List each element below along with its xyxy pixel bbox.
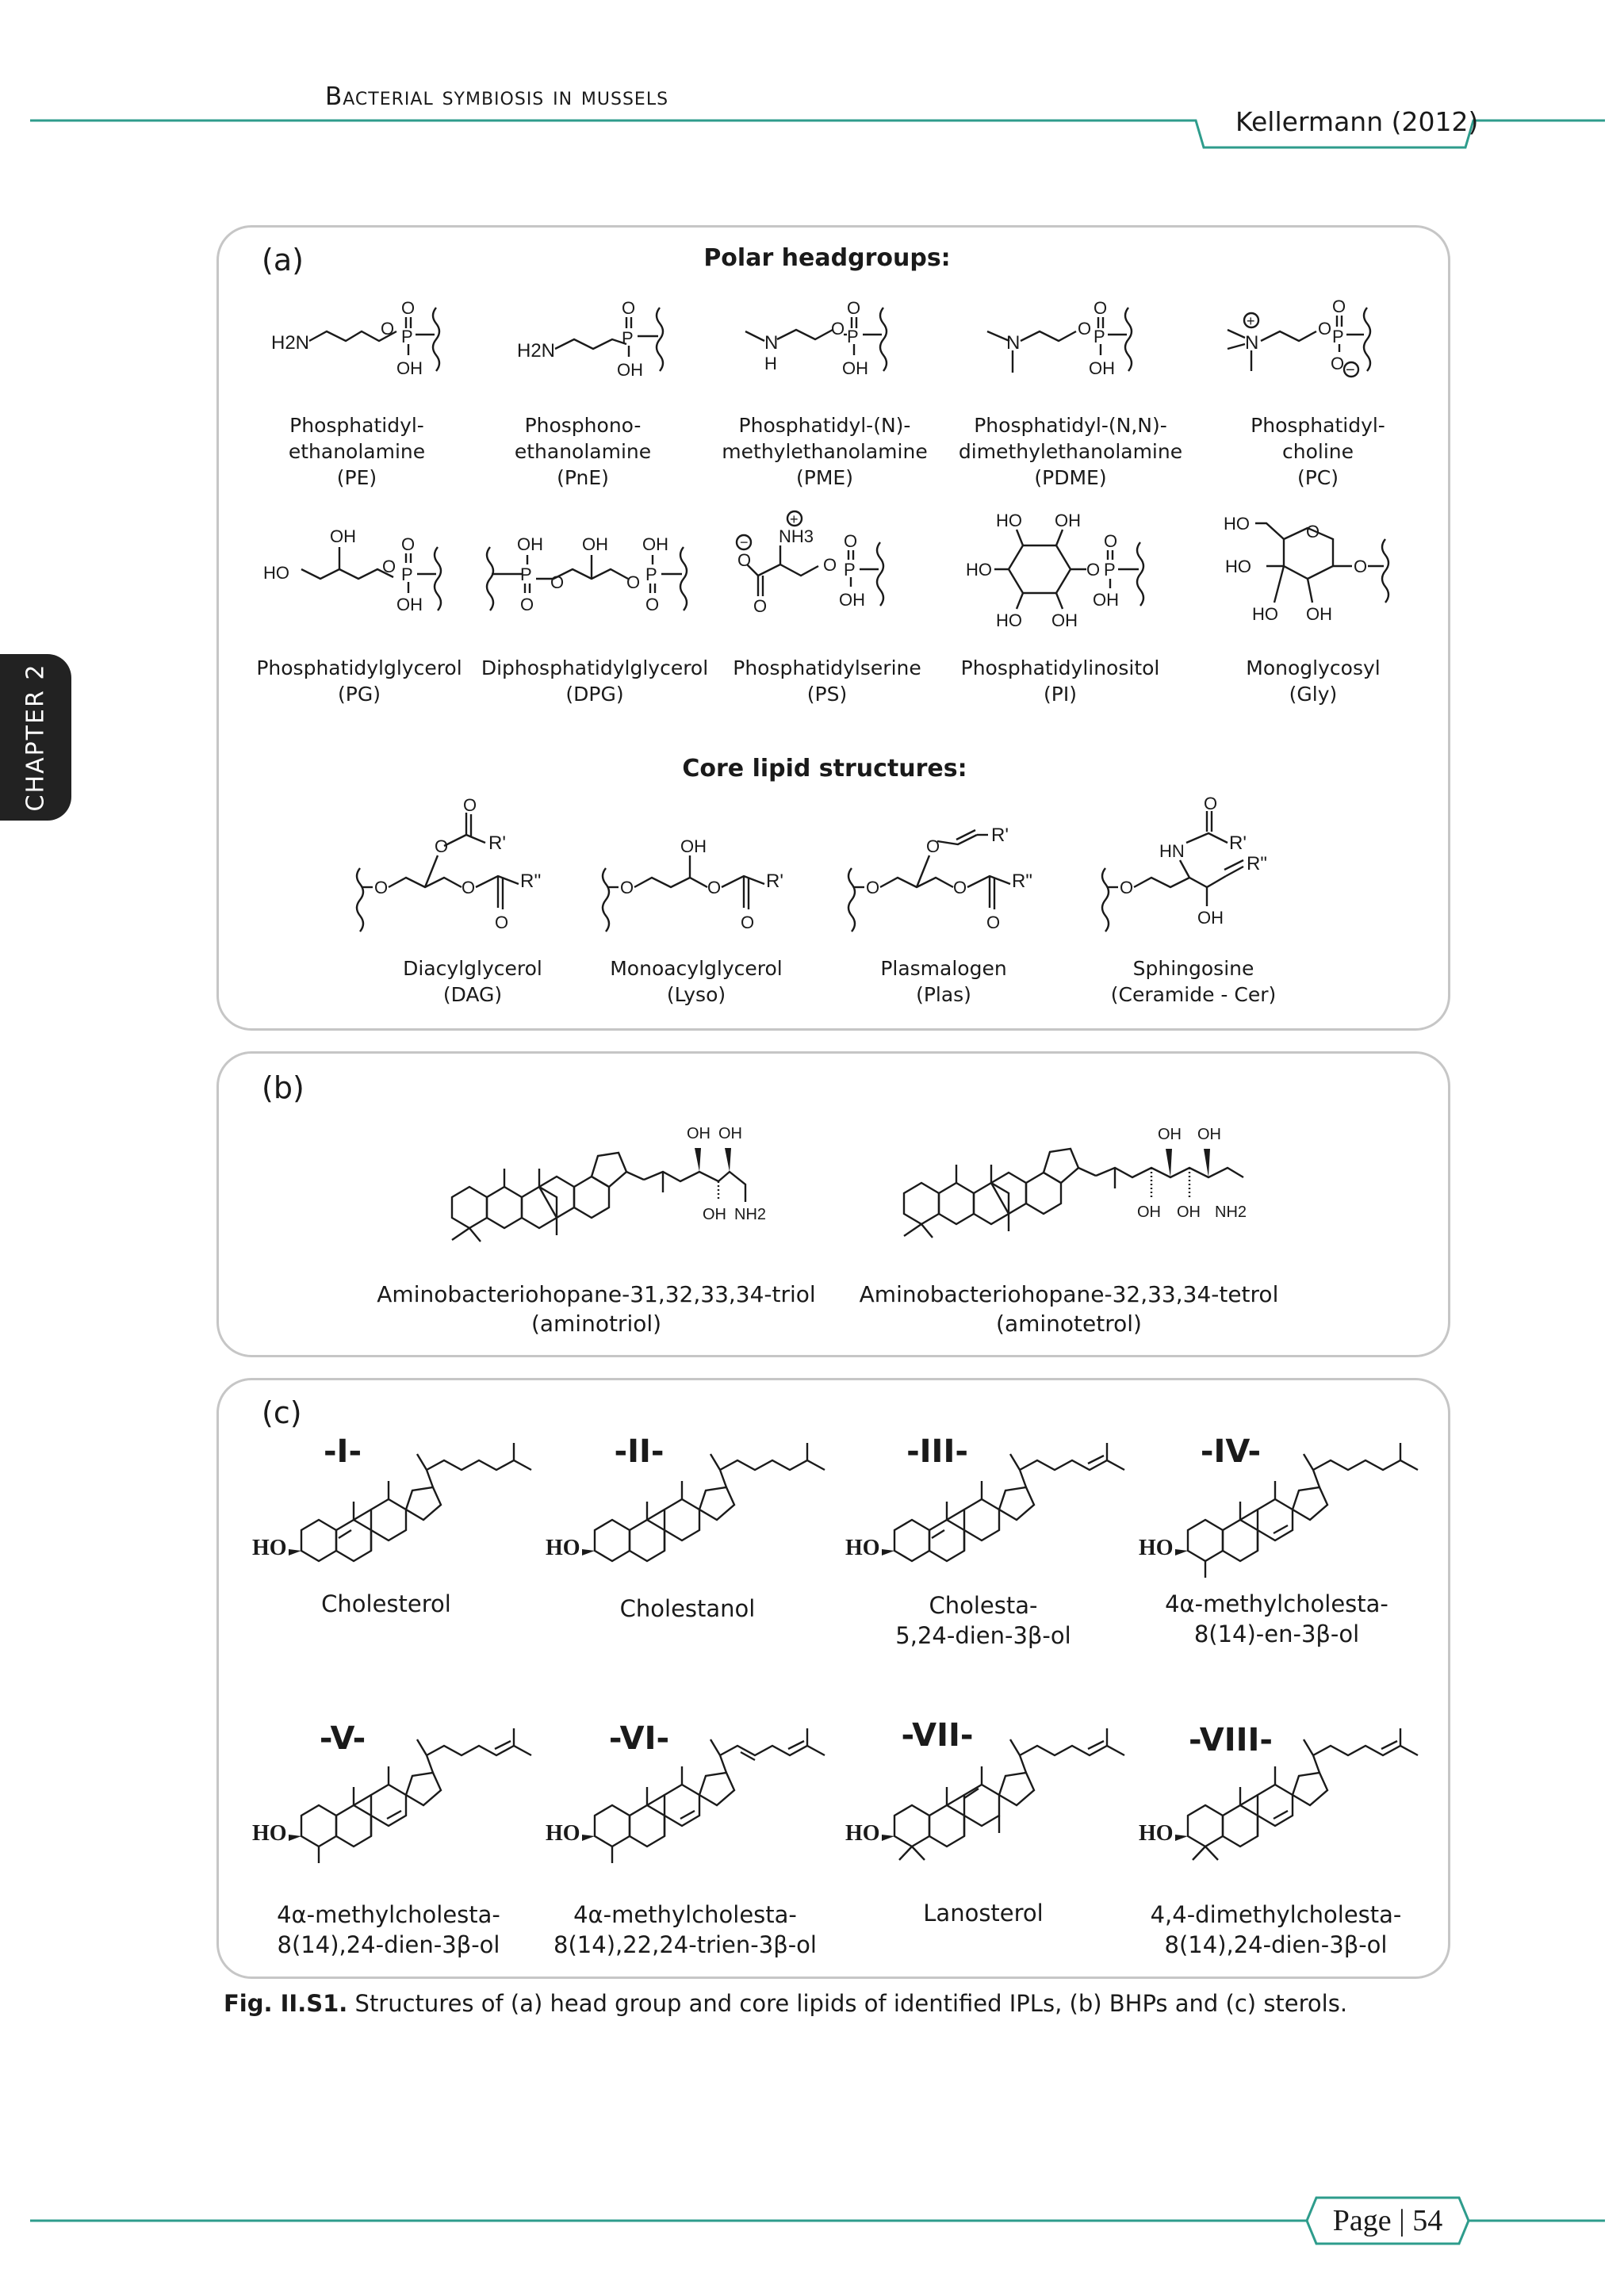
structure-4-4-dimethylcholesta-8-14-24-dienol xyxy=(1172,1705,1426,1871)
figure-caption-label: Fig. II.S1. xyxy=(224,1990,348,2017)
svg-text:OH: OH xyxy=(1137,1203,1161,1221)
structure-pe xyxy=(262,300,452,395)
label-plas: Plasmalogen (Plas) xyxy=(880,957,1007,1006)
svg-text:P: P xyxy=(622,328,634,348)
svg-text:R": R" xyxy=(1247,853,1267,874)
svg-text:O: O xyxy=(550,572,565,592)
label-pme: Phosphatidyl-(N)- methylethanolamine (PME) xyxy=(722,414,928,489)
svg-text:O: O xyxy=(620,878,634,897)
svg-text:OH: OH xyxy=(1093,590,1119,610)
label-pg: Phosphatidylglycerol (PG) xyxy=(256,656,462,706)
svg-text:O: O xyxy=(1306,522,1320,541)
svg-text:HO: HO xyxy=(1224,514,1250,534)
svg-text:O: O xyxy=(645,595,660,614)
svg-text:O: O xyxy=(495,913,509,932)
svg-text:P: P xyxy=(401,564,413,584)
structure-4a-methylcholesta-8-14-enol xyxy=(1172,1419,1426,1586)
label-sphingosine: Sphingosine (Ceramide - Cer) xyxy=(1110,957,1277,1006)
svg-text:P: P xyxy=(401,327,413,346)
label-pc: Phosphatidyl- choline (PC) xyxy=(1251,414,1385,489)
numeral-ii: -II- xyxy=(614,1433,665,1470)
svg-text:+: + xyxy=(790,511,799,527)
svg-text:OH: OH xyxy=(842,358,868,378)
ho-label-iii: HO xyxy=(845,1536,880,1560)
svg-text:O: O xyxy=(374,878,389,897)
structure-pne xyxy=(508,300,698,395)
chapter-tab-label: CHAPTER 2 xyxy=(21,663,50,812)
label-ps: Phosphatidylserine (PS) xyxy=(733,656,921,706)
numeral-v: -V- xyxy=(319,1720,366,1757)
numeral-iii: -III- xyxy=(906,1433,968,1470)
structure-cholesta-5-24-dienol xyxy=(879,1419,1132,1578)
svg-text:HO: HO xyxy=(263,563,289,583)
svg-text:O: O xyxy=(707,878,722,897)
figure-caption xyxy=(224,1990,1347,2017)
label-aminotetrol: Aminobacteriohopane-32,33,34-tetrol (aminotetrol) xyxy=(859,1281,1279,1337)
svg-text:OH: OH xyxy=(718,1125,742,1142)
structure-pme xyxy=(737,300,928,395)
svg-text:P: P xyxy=(844,560,856,580)
panel-c-label: (c) xyxy=(262,1395,302,1430)
label-aminotriol: Aminobacteriohopane-31,32,33,34-triol (aminotriol) xyxy=(377,1281,816,1337)
structure-aminotriol xyxy=(428,1086,793,1253)
structure-sphingosine xyxy=(1094,794,1332,955)
svg-text:OH: OH xyxy=(1177,1203,1201,1221)
svg-text:O: O xyxy=(1078,319,1092,339)
svg-text:O: O xyxy=(737,550,752,570)
page-number: Page | 54 xyxy=(1332,2204,1443,2237)
ho-label-i: HO xyxy=(252,1536,287,1560)
svg-text:R': R' xyxy=(1229,832,1247,854)
svg-text:O: O xyxy=(626,572,641,592)
section-heading-core-lipids: Core lipid structures: xyxy=(682,755,967,783)
structure-cholesterol xyxy=(285,1419,539,1578)
label-4a-methylcholesta-8-14-22-24-trienol: 4α-methylcholesta- 8(14),22,24-trien-3β-ol xyxy=(553,1901,817,1958)
svg-text:NH3: NH3 xyxy=(779,526,814,546)
svg-text:P: P xyxy=(1094,327,1105,346)
label-cholesta-5-24-dienol: Cholesta- 5,24-dien-3β-ol xyxy=(895,1592,1071,1649)
svg-text:OH: OH xyxy=(330,526,356,546)
svg-text:O: O xyxy=(1204,794,1218,813)
structure-pc xyxy=(1221,297,1411,395)
svg-text:O: O xyxy=(866,878,880,897)
svg-text:HO: HO xyxy=(1225,557,1251,576)
svg-text:OH: OH xyxy=(396,595,423,614)
svg-text:OH: OH xyxy=(582,534,608,554)
ho-label-v: HO xyxy=(252,1821,287,1846)
structure-4a-methylcholesta-8-14-24-dienol xyxy=(285,1705,539,1871)
svg-text:OH: OH xyxy=(703,1206,726,1223)
svg-text:O: O xyxy=(1318,319,1332,339)
svg-text:P: P xyxy=(1104,560,1116,580)
svg-text:O: O xyxy=(753,596,768,616)
svg-text:O: O xyxy=(463,795,477,815)
svg-text:O: O xyxy=(847,298,861,318)
svg-text:O: O xyxy=(741,913,755,932)
svg-text:N: N xyxy=(1245,332,1259,354)
svg-text:OH: OH xyxy=(1089,358,1115,378)
svg-text:OH: OH xyxy=(617,360,643,380)
label-pdme: Phosphatidyl-(N,N)- dimethylethanolamine (PDME) xyxy=(958,414,1183,489)
svg-text:O: O xyxy=(823,555,837,575)
svg-text:OH: OH xyxy=(1197,1126,1221,1143)
svg-text:OH: OH xyxy=(1197,908,1224,928)
svg-text:R': R' xyxy=(488,832,506,854)
atom-h2n: H2N xyxy=(271,332,310,354)
svg-text:R'': R'' xyxy=(520,871,542,892)
svg-text:OH: OH xyxy=(1306,604,1332,624)
label-cholestanol: Cholestanol xyxy=(619,1595,756,1622)
svg-text:O: O xyxy=(1332,297,1346,316)
svg-text:O: O xyxy=(831,319,845,339)
svg-text:N: N xyxy=(1006,332,1021,354)
structure-pg xyxy=(262,515,468,634)
structure-pdme xyxy=(979,300,1170,395)
svg-text:O: O xyxy=(382,557,396,576)
structure-cholestanol xyxy=(579,1419,833,1578)
svg-text:OH: OH xyxy=(1055,511,1081,530)
numeral-vi: -VI- xyxy=(608,1720,670,1757)
numeral-viii: -VIII- xyxy=(1189,1722,1273,1758)
svg-text:OH: OH xyxy=(1051,610,1078,630)
svg-text:OH: OH xyxy=(839,590,865,610)
svg-text:O: O xyxy=(401,298,416,318)
structure-aminotetrol xyxy=(880,1082,1277,1253)
svg-text:OH: OH xyxy=(687,1125,710,1142)
structure-dag xyxy=(349,797,571,947)
svg-text:O: O xyxy=(435,836,449,856)
svg-text:O: O xyxy=(462,878,476,897)
running-title: Bacterial symbiosis in mussels xyxy=(325,82,669,111)
label-4a-methylcholesta-8-14-24-dienol: 4α-methylcholesta- 8(14),24-dien-3β-ol xyxy=(277,1901,500,1958)
svg-text:O: O xyxy=(986,913,1001,932)
svg-text:N: N xyxy=(764,332,779,354)
svg-text:HO: HO xyxy=(966,560,992,580)
svg-text:−: − xyxy=(1346,362,1355,379)
svg-text:H2N: H2N xyxy=(517,340,556,362)
svg-text:O: O xyxy=(1120,878,1134,897)
author-year: Kellermann (2012) xyxy=(1235,106,1479,137)
label-4a-methylcholesta-8-14-enol: 4α-methylcholesta- 8(14)-en-3β-ol xyxy=(1165,1590,1388,1647)
figure-caption-text: Structures of (a) head group and core lipids of identified IPLs, (b) BHPs and (c) sterols. xyxy=(347,1990,1348,2017)
structure-pi xyxy=(959,499,1197,642)
ho-label-vi: HO xyxy=(546,1821,580,1846)
numeral-vii: -VII- xyxy=(901,1717,974,1754)
svg-text:HO: HO xyxy=(996,511,1022,530)
svg-text:HO: HO xyxy=(996,610,1022,630)
structure-ps xyxy=(730,507,936,634)
structure-plas xyxy=(841,797,1063,947)
svg-text:O: O xyxy=(1331,354,1345,373)
numeral-i: -I- xyxy=(323,1433,362,1470)
svg-text:NH2: NH2 xyxy=(1215,1203,1247,1221)
svg-text:O: O xyxy=(1094,298,1108,318)
svg-text:O: O xyxy=(520,595,534,614)
svg-text:O: O xyxy=(844,531,858,551)
svg-text:O: O xyxy=(401,534,416,554)
panel-b-label: (b) xyxy=(262,1070,304,1105)
svg-text:O: O xyxy=(1104,531,1118,551)
svg-text:O: O xyxy=(1354,557,1368,576)
section-heading-headgroups: Polar headgroups: xyxy=(703,244,951,272)
svg-text:O: O xyxy=(622,298,636,318)
label-cholesterol: Cholesterol xyxy=(321,1590,451,1617)
svg-text:R": R" xyxy=(1012,871,1032,892)
ho-label-vii: HO xyxy=(845,1821,880,1846)
svg-text:P: P xyxy=(645,564,657,584)
svg-text:O: O xyxy=(381,319,395,339)
svg-text:HO: HO xyxy=(1252,604,1278,624)
structure-gly xyxy=(1217,499,1439,642)
structure-dpg xyxy=(484,515,722,634)
label-gly: Monoglycosyl (Gly) xyxy=(1246,656,1381,706)
ho-label-iv: HO xyxy=(1139,1536,1174,1560)
structure-lanosterol xyxy=(879,1705,1132,1871)
svg-text:+: + xyxy=(1247,313,1255,329)
svg-text:−: − xyxy=(740,534,749,550)
panel-a-label: (a) xyxy=(262,243,304,277)
svg-text:OH: OH xyxy=(642,534,668,554)
label-pi: Phosphatidylinositol (PI) xyxy=(960,656,1160,706)
ho-label-viii: HO xyxy=(1139,1821,1174,1846)
svg-text:O: O xyxy=(953,878,967,897)
svg-text:OH: OH xyxy=(517,534,543,554)
svg-text:H: H xyxy=(764,354,777,373)
svg-text:HN: HN xyxy=(1159,841,1185,861)
svg-text:R': R' xyxy=(991,825,1009,846)
structure-4a-methylcholesta-8-14-22-24-trienol xyxy=(579,1705,833,1871)
svg-text:P: P xyxy=(847,327,859,346)
label-pe: Phosphatidyl- ethanolamine (PE) xyxy=(288,414,426,489)
svg-text:NH2: NH2 xyxy=(734,1206,767,1223)
svg-text:OH: OH xyxy=(1158,1126,1182,1143)
svg-text:P: P xyxy=(1332,327,1344,346)
ho-label-ii: HO xyxy=(546,1536,580,1560)
label-lyso: Monoacylglycerol (Lyso) xyxy=(610,957,783,1006)
numeral-iv: -IV- xyxy=(1200,1433,1262,1470)
label-dag: Diacylglycerol (DAG) xyxy=(403,957,542,1006)
svg-text:P: P xyxy=(520,564,532,584)
svg-text:O: O xyxy=(926,836,940,856)
svg-text:OH: OH xyxy=(396,358,423,378)
svg-text:R': R' xyxy=(766,871,783,892)
label-pne: Phosphono- ethanolamine (PnE) xyxy=(514,414,652,489)
label-dpg: Diphosphatidylglycerol (DPG) xyxy=(481,656,709,706)
structure-lyso xyxy=(595,797,817,947)
label-lanosterol: Lanosterol xyxy=(923,1900,1044,1927)
label-4-4-dimethylcholesta-8-14-24-dienol: 4,4-dimethylcholesta- 8(14),24-dien-3β-ol xyxy=(1150,1901,1402,1958)
svg-text:OH: OH xyxy=(680,836,707,856)
svg-text:O: O xyxy=(1086,560,1101,580)
